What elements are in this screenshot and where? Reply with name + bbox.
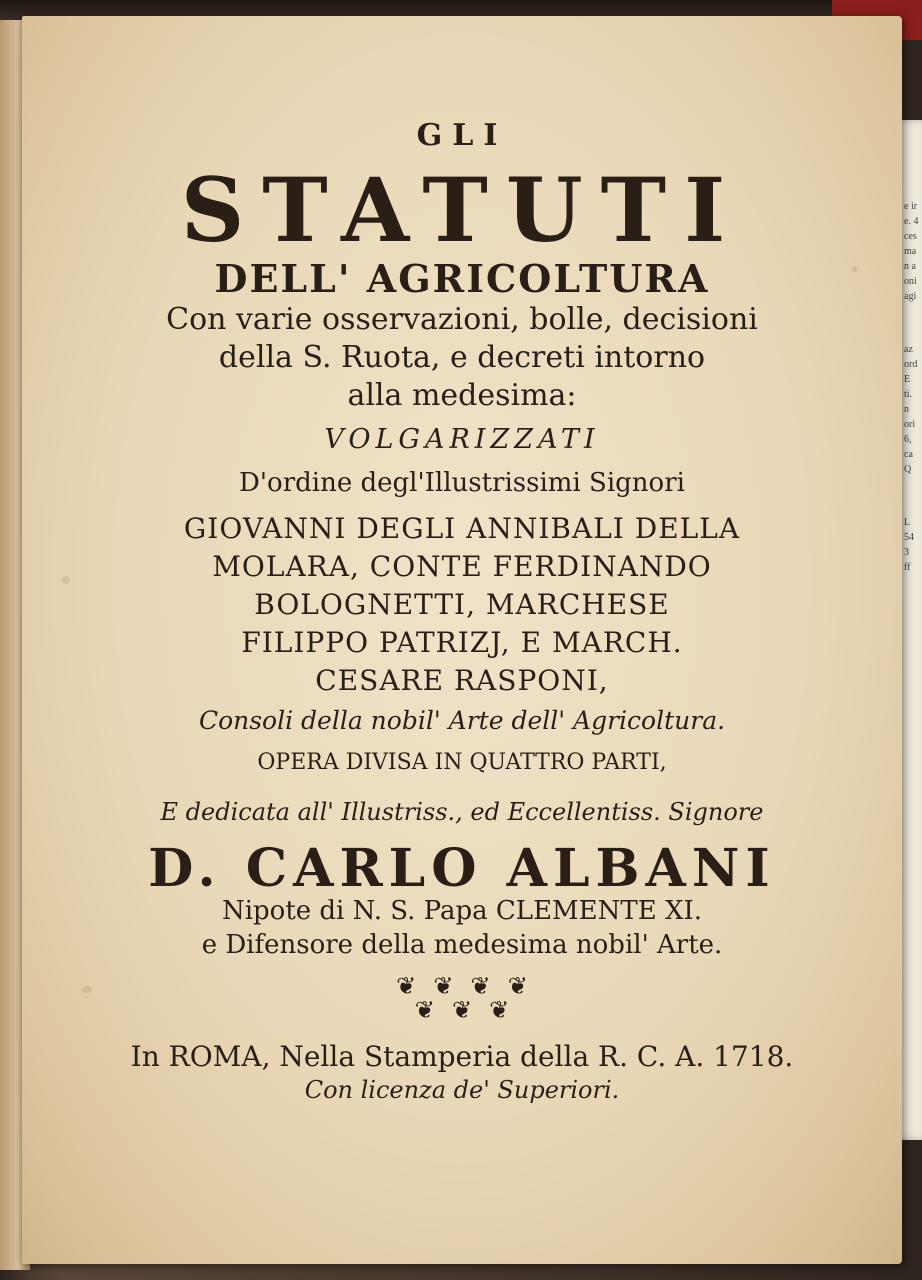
ordine-line: D'ordine degl'Illustrissimi Signori xyxy=(239,468,685,498)
underlying-text-scrap: oni xyxy=(904,276,917,287)
printer-ornament-row-2 xyxy=(22,998,902,1022)
opera-line: OPERA DIVISA IN QUATTRO PARTI, xyxy=(257,750,667,775)
underlying-text-scrap: e ir xyxy=(904,201,918,212)
title-statuti: STATUTI xyxy=(180,158,744,262)
difensore-line: e Difensore della medesima nobil' Arte. xyxy=(201,930,723,960)
underlying-text-scrap: 6, xyxy=(904,434,912,445)
dedication-line: E dedicata all' Illustriss., ed Eccellentiss. Signore xyxy=(160,798,764,826)
dedicatee-name: D. CARLO ALBANI xyxy=(148,838,776,899)
underlying-text-scrap: ori xyxy=(904,419,916,430)
names-line: MOLARA, CONTE FERDINANDO xyxy=(212,550,712,583)
printer-ornament-row-1 xyxy=(22,974,902,998)
names-line: GIOVANNI DEGLI ANNIBALI DELLA xyxy=(183,512,741,545)
title-gli: GLI xyxy=(416,118,508,153)
fleuron-icon: ❦ xyxy=(507,972,528,1000)
licenza-line: Con licenza de' Superiori. xyxy=(304,1076,620,1104)
names-line: BOLOGNETTI, MARCHESE xyxy=(254,588,670,621)
underlying-text-scrap: ff xyxy=(904,562,911,573)
underlying-text-scrap: e. 4 xyxy=(904,216,919,227)
volgarizzati: VOLGARIZZATI xyxy=(324,424,600,455)
underlying-text-scrap: ces xyxy=(904,231,917,242)
underlying-text-scrap: ord xyxy=(904,359,918,370)
underlying-text-scrap: agi xyxy=(904,291,917,302)
fleuron-icon: ❦ xyxy=(396,972,417,1000)
title-dell-agricoltura: DELL' AGRICOLTURA xyxy=(214,256,710,301)
underlying-text-scrap: Q xyxy=(904,464,912,475)
underlying-text-scrap: 3 xyxy=(904,547,909,558)
subtitle-line: alla medesima: xyxy=(347,378,577,413)
underlying-text-scrap: n a xyxy=(904,261,916,272)
underlying-text-scrap: ti. xyxy=(904,389,913,400)
consoli-line: Consoli della nobil' Arte dell' Agricoltura. xyxy=(198,706,726,735)
subtitle-line: della S. Ruota, e decreti intorno xyxy=(218,340,706,375)
fleuron-icon: ❦ xyxy=(470,972,491,1000)
nipote-line: Nipote di N. S. Papa CLEMENTE XI. xyxy=(221,896,703,926)
names-line: CESARE RASPONI, xyxy=(315,664,609,697)
fleuron-icon: ❦ xyxy=(489,996,510,1024)
underlying-text-scrap: ca xyxy=(904,449,913,460)
title-page xyxy=(22,16,902,1264)
names-line: FILIPPO PATRIZJ, E MARCH. xyxy=(241,626,683,659)
underlying-text-scrap: ma xyxy=(904,246,917,257)
underlying-text-scrap: L xyxy=(904,517,911,528)
fleuron-icon: ❦ xyxy=(414,996,435,1024)
subtitle-line: Con varie osservazioni, bolle, decisioni xyxy=(166,302,758,337)
underlying-text-scrap: az xyxy=(904,344,913,355)
imprint-line: In ROMA, Nella Stamperia della R. C. A. 1718. xyxy=(130,1040,794,1073)
underlying-text-scrap: 54 xyxy=(904,532,914,543)
fleuron-icon: ❦ xyxy=(451,996,473,1024)
underlying-text-scrap: E xyxy=(904,374,911,385)
underlying-text-scrap: n xyxy=(904,404,909,415)
fleuron-icon: ❦ xyxy=(433,972,454,1000)
